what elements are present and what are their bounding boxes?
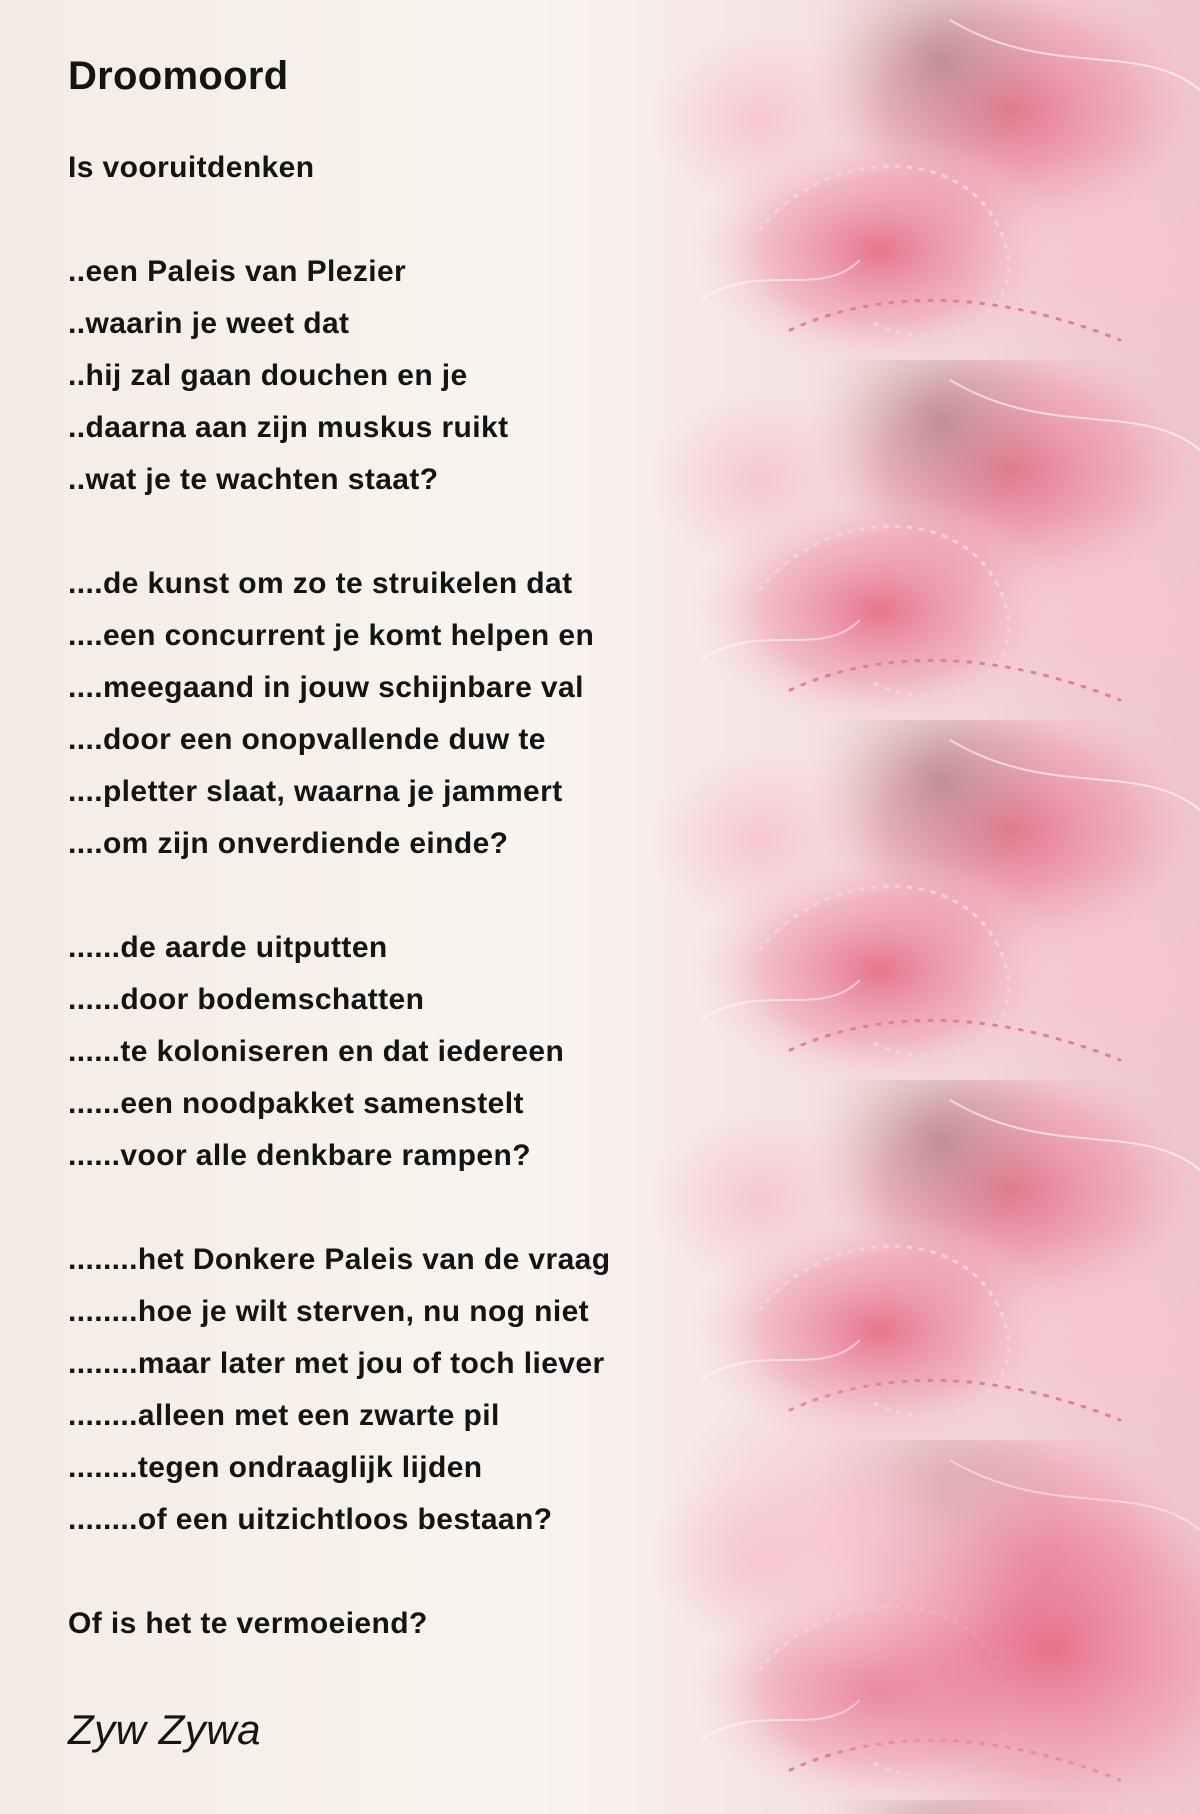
poem-closing: Of is het te vermoeiend? (68, 1607, 428, 1640)
poem-line: ......voor alle denkbare rampen? (68, 1139, 531, 1172)
poem-line: ......de aarde uitputten (68, 931, 388, 964)
stanza-1 (68, 246, 788, 506)
poem-line: ........hoe je wilt sterven, nu nog niet (68, 1295, 590, 1328)
poem-line: ......door bodemschatten (68, 983, 425, 1016)
poem-line: ....meegaand in jouw schijnbare val (68, 671, 584, 704)
poem-line: ....een concurrent je komt helpen en (68, 619, 595, 652)
poem-line: ..wat je te wachten staat? (68, 463, 439, 496)
poem-line: ..waarin je weet dat (68, 307, 350, 340)
poem-line: ....de kunst om zo te struikelen dat (68, 567, 573, 600)
poem-line: ....door een onopvallende duw te (68, 723, 546, 756)
poem-line: ..hij zal gaan douchen en je (68, 359, 468, 392)
poem-line: ....om zijn onverdiende einde? (68, 827, 509, 860)
poem-line: ........maar later met jou of toch liever (68, 1347, 605, 1380)
poem-title: Droomoord (68, 54, 289, 98)
poem-line: ......een noodpakket samenstelt (68, 1087, 524, 1120)
stanza-3 (68, 922, 788, 1182)
poem-line: ........tegen ondraaglijk lijden (68, 1451, 483, 1484)
poem (68, 40, 788, 1650)
poem-line: ....pletter slaat, waarna je jammert (68, 775, 563, 808)
poem-line: ......te koloniseren en dat iedereen (68, 1035, 565, 1068)
poem-line: ........of een uitzichtloos bestaan? (68, 1503, 553, 1536)
poem-line: ........alleen met een zwarte pil (68, 1399, 500, 1432)
poem-line: ........het Donkere Paleis van de vraag (68, 1243, 611, 1276)
poem-line: ..daarna aan zijn muskus ruikt (68, 411, 509, 444)
stanza-4 (68, 1234, 788, 1546)
poem-line: ..een Paleis van Plezier (68, 255, 407, 288)
poem-author: Zyw Zywa (68, 1706, 261, 1753)
poem-intro: Is vooruitdenken (68, 151, 315, 184)
stanza-2 (68, 558, 788, 870)
